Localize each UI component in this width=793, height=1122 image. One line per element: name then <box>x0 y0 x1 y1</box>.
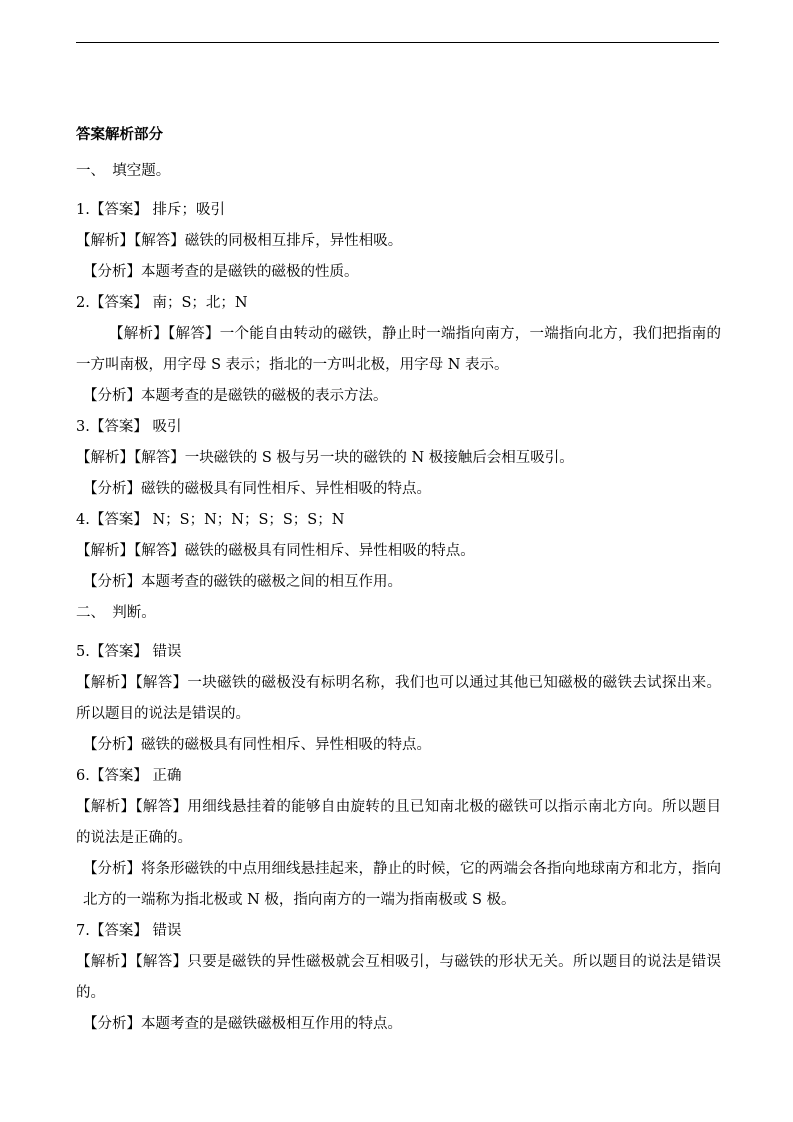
answer-analysis-document <box>76 119 721 1040</box>
section-heading-fill-in: 一、 填空题。 <box>76 163 171 179</box>
answer-line: 5.【答案】 错误 <box>76 644 182 660</box>
analysis-line: 【分析】磁铁的磁极具有同性相斥、异性相吸的特点。 <box>83 481 431 497</box>
section-heading-judgement: 二、 判断。 <box>76 605 156 621</box>
question-6 <box>76 761 721 916</box>
question-1 <box>76 195 721 288</box>
explanation-line: 【解析】【解答】磁铁的磁极具有同性相斥、异性相吸的特点。 <box>76 543 475 559</box>
explanation-paragraph: 【解析】【解答】一个能自由转动的磁铁，静止时一端指向南方，一端指向北方，我们把指南的一方叫南极，用字母 S 表示；指北的一方叫北极，用字母 N 表示。 <box>76 326 721 373</box>
question-2 <box>76 288 721 412</box>
question-7 <box>76 916 721 1040</box>
document-title: 答案解析部分 <box>76 126 163 143</box>
answer-line: 1.【答案】 排斥；吸引 <box>76 202 225 218</box>
header-rule <box>76 42 719 43</box>
answer-line: 6.【答案】 正确 <box>76 768 182 784</box>
explanation-paragraph: 【解析】【解答】一块磁铁的磁极没有标明名称，我们也可以通过其他已知磁极的磁铁去试探出来。所以题目的说法是错误的。 <box>76 675 721 722</box>
analysis-line: 【分析】本题考查的是磁铁磁极相互作用的特点。 <box>83 1016 402 1032</box>
answer-line: 4.【答案】 N；S；N；N；S；S；S；N <box>76 512 345 528</box>
explanation-line: 【解析】【解答】磁铁的同极相互排斥，异性相吸。 <box>76 233 403 249</box>
answer-line: 7.【答案】 错误 <box>76 923 182 939</box>
explanation-paragraph: 【解析】【解答】只要是磁铁的异性磁极就会互相吸引，与磁铁的形状无关。所以题目的说法是错误的。 <box>76 954 721 1001</box>
analysis-line: 【分析】本题考查的磁铁的磁极之间的相互作用。 <box>83 574 402 590</box>
answer-line: 2.【答案】 南；S；北；N <box>76 295 248 311</box>
explanation-paragraph: 【解析】【解答】用细线悬挂着的能够自由旋转的且已知南北极的磁铁可以指示南北方向。所以题目的说法是正确的。 <box>76 799 721 846</box>
analysis-line: 【分析】本题考查的是磁铁的磁极的性质。 <box>83 264 359 280</box>
question-3 <box>76 412 721 505</box>
analysis-line: 【分析】本题考查的是磁铁的磁极的表示方法。 <box>83 388 388 404</box>
question-4 <box>76 505 721 598</box>
question-5 <box>76 637 721 761</box>
analysis-line: 【分析】磁铁的磁极具有同性相斥、异性相吸的特点。 <box>83 737 431 753</box>
explanation-line: 【解析】【解答】一块磁铁的 S 极与另一块的磁铁的 N 极接触后会相互吸引。 <box>76 450 574 466</box>
analysis-paragraph: 【分析】将条形磁铁的中点用细线悬挂起来，静止的时候，它的两端会各指向地球南方和北方，指向北方的一端称为指北极或 N 极，指向南方的一端为指南极或 S 极。 <box>83 861 721 908</box>
answer-line: 3.【答案】 吸引 <box>76 419 182 435</box>
